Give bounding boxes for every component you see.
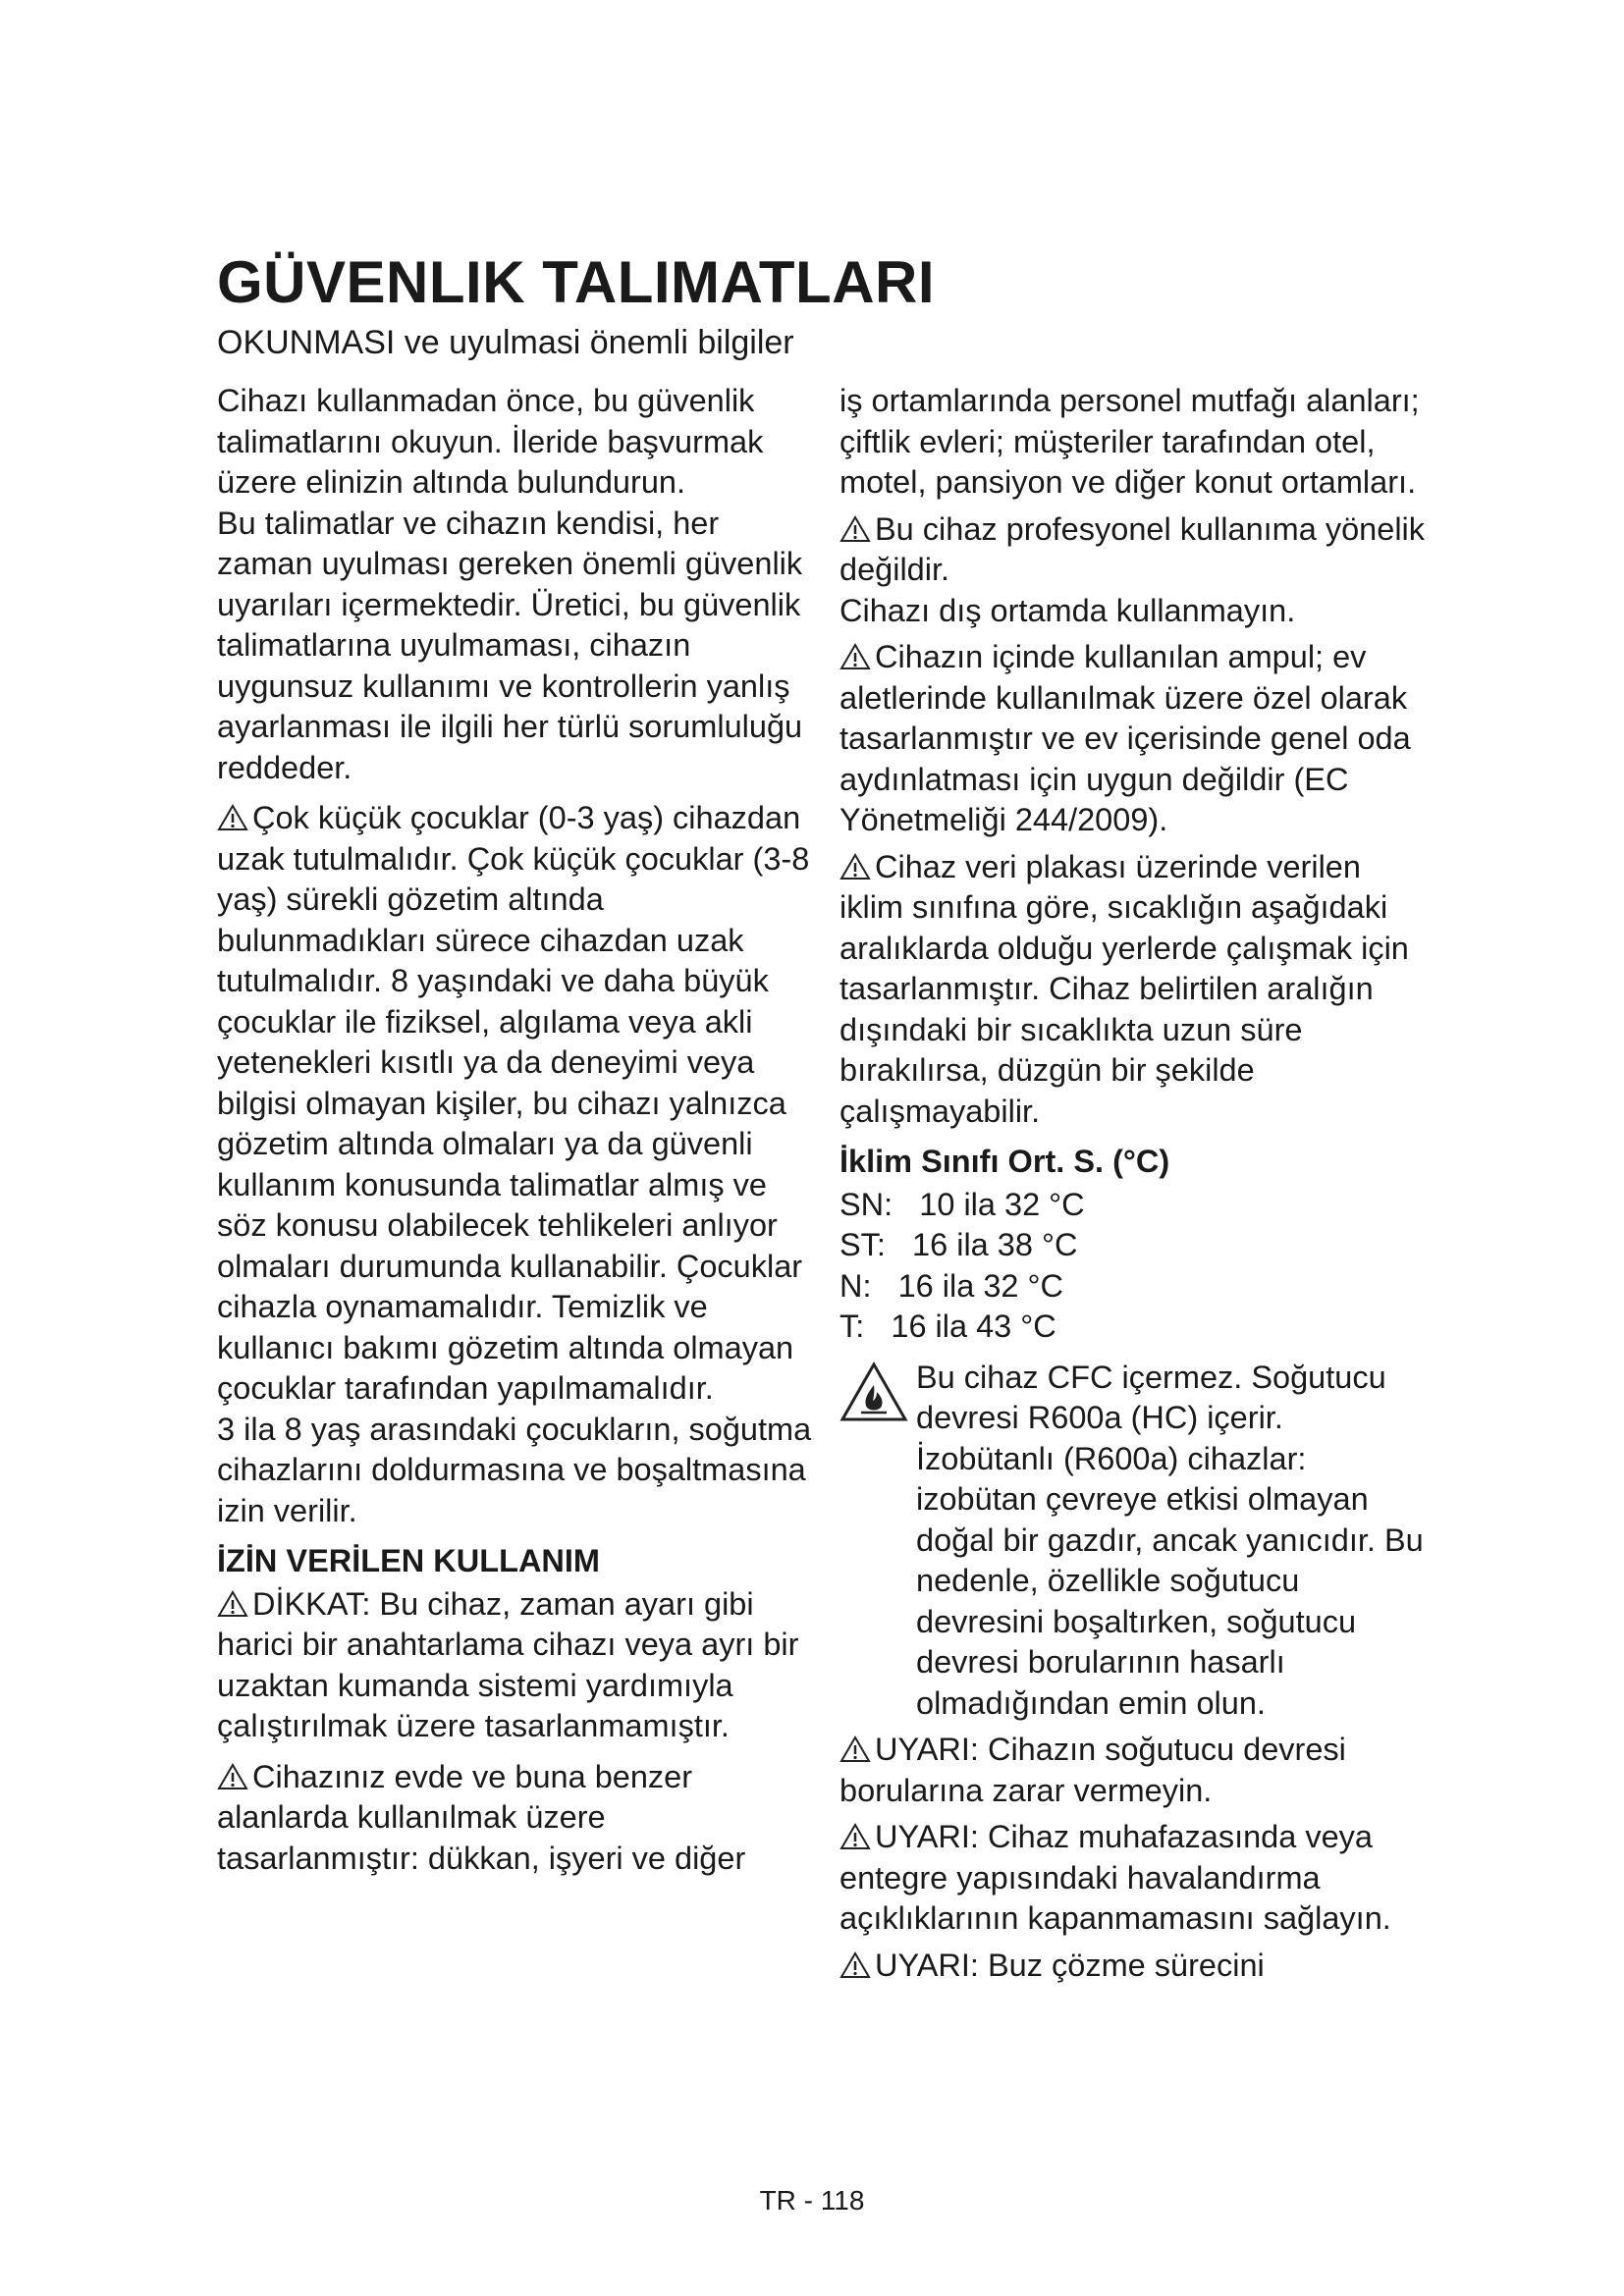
pipe-damage-warning [839,1730,1429,1811]
warning-icon [217,1590,248,1618]
lamp-warning-text: Cihazın içinde kullanılan ampul; ev aletlerinde kullanılmak üzere özel olarak tasarlanmıştır ve ev içerisinde genel oda aydınlatması için uygun değildir (EC Yönetmeliği 244/2009). [839,639,1411,837]
warning-icon [217,804,248,831]
professional-use-warning [839,509,1429,591]
outdoor-use-paragraph: Cihazı dış ortamda kullanmayın. [839,592,1296,628]
children-warning [217,798,816,1410]
pipe-damage-warning-text: UYARI: Cihazın soğutucu devresi borularına zarar vermeyin. [839,1732,1346,1808]
household-use-warning [217,1757,816,1880]
caution-warning [217,1584,816,1747]
page-number: TR - 118 [759,2185,865,2216]
warning-icon [217,1763,248,1790]
children-warning-text: Çok küçük çocuklar (0-3 yaş) cihazdan uzak tutulmalıdır. Çok küçük çocuklar (3-8 yaş) sürekli gözetim altında bulunmadıkları sürece cihazdan uzak tutulmalıdır. 8 yaşındaki ve daha büyük çocuklar ile fiziksel, algılama veya akli yetenekleri kısıtlı ya da deneyimi veya bilgisi olmayan kişiler, bu cihazı yalnızca gözetim altında olmaları ya da güvenli kullanım konusunda talimatlar almış ve söz konusu olabilecek tehlikeleri anlıyor olmaları durumunda kullanabilir. Çocuklar cihazla oynamamalıdır. Temizlik ve kullanıcı bakımı gözetim altında olmayan çocuklar tarafından yapılmamalıdır. [217,800,810,1406]
flammable-refrigerant-text-2: İzobütanlı (R600a) cihazlar: izobütan çevreye etkisi olmayan doğal bir gazdır, ancak yanıcıdır. Bu nedenle, özellikle soğutucu devresini boşaltırken, soğutucu devresi borularının hasarlı olmadığından emin olun. [916,1440,1424,1721]
professional-use-warning-text: Bu cihaz profesyonel kullanıma yönelik değildir. [839,510,1426,587]
work-environments-paragraph: iş ortamlarında personel mutfağı alanları; çiftlik evleri; müşteriler tarafından otel, motel, pansiyon ve diğer konut ortamları. [839,383,1420,500]
warning-icon [839,643,871,670]
climate-class-warning [839,847,1429,1133]
warning-icon [839,1951,871,1979]
flammable-refrigerant-text-1: Bu cihaz CFC içermez. Soğutucu devresi R600a (HC) içerir. [916,1359,1386,1435]
climate-class-heading: İklim Sınıfı Ort. S. (°C) [839,1144,1170,1179]
climate-class-table [839,1185,1429,1348]
right-column [839,381,1429,1986]
lamp-warning [839,637,1429,841]
warning-icon [839,853,871,881]
warning-icon [839,1823,871,1850]
permitted-use-heading: İZİN VERİLEN KULLANIM [217,1543,600,1578]
left-column [217,381,816,1879]
climate-row-n: N: 16 ila 32 °C [839,1267,1063,1304]
ventilation-warning-text: UYARI: Cihaz muhafazasında veya entegre yapısındaki havalandırma açıklıklarının kapanmamasını sağlayın. [839,1819,1391,1936]
climate-row-sn: SN: 10 ila 32 °C [839,1186,1085,1222]
page-subtitle: OKUNMASI ve uyulmasi önemli bilgiler [217,324,794,361]
warning-icon [839,1735,871,1763]
flammable-warning-icon [839,1362,908,1422]
climate-class-warning-text: Cihaz veri plakası üzerinde verilen iklim sınıfına göre, sıcaklığın aşağıdaki aralıklarda olduğu yerlerde çalışmak için tasarlanmıştır. Cihaz belirtilen aralığın dışındaki bir sıcaklıkta uzun süre bırakılırsa, düzgün bir şekilde çalışmayabilir. [839,848,1409,1129]
defrost-warning [839,1946,1429,1987]
defrost-warning-text: UYARI: Buz çözme sürecini [875,1947,1265,1983]
caution-warning-text: DİKKAT: Bu cihaz, zaman ayarı gibi harici bir anahtarlama cihazı veya ayrı bir uzaktan kumanda sistemi yardımıyla çalıştırılmak üzere tasarlanmamıştır. [217,1585,799,1743]
intro-paragraph: Cihazı kullanmadan önce, bu güvenlik talimatlarını okuyun. İleride başvurmak üzere elinizin altında bulundurun. [217,383,764,500]
household-use-warning-text: Cihazınız evde ve buna benzer alanlarda kullanılmak üzere tasarlanmıştır: dükkan, işyeri ve diğer [217,1758,746,1876]
warning-icon [839,515,871,543]
flammable-refrigerant-block [839,1358,1429,1725]
manufacturer-paragraph: Bu talimatlar ve cihazın kendisi, her zaman uyulması gereken önemli güvenlik uyarıları içermektedir. Üretici, bu güvenlik talimatlarına uyulmaması, cihazın uygunsuz kullanımı ve kontrollerin yanlış ayarlanması ile ilgili her türlü sorumluluğu reddeder. [217,505,803,785]
page-title: GÜVENLIK TALIMATLARI [217,249,936,315]
ventilation-warning [839,1817,1429,1940]
climate-row-t: T: 16 ila 43 °C [839,1308,1056,1344]
climate-row-st: ST: 16 ila 38 °C [839,1227,1078,1262]
children-filling-paragraph: 3 ila 8 yaş arasındaki çocukların, soğutma cihazlarını doldurmasına ve boşaltmasına izin verilir. [217,1411,812,1528]
